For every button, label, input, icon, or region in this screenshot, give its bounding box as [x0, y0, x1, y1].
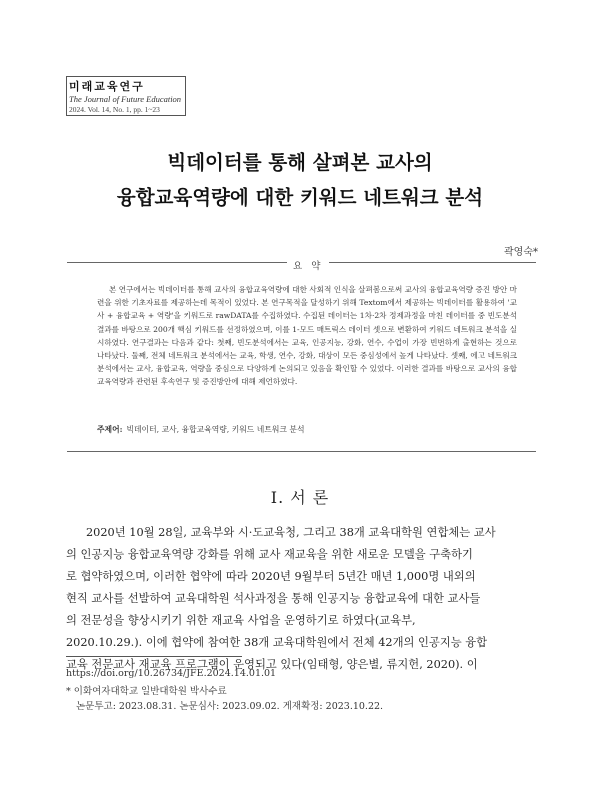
body-line: 로 협약하였으며, 이러한 협약에 따라 2020년 9월부터 5년간 매년 1,000명 내외의	[66, 570, 476, 583]
body-line: 교육 전문교사 재교육 프로그램이 운영되고 있다(임태형, 양은별, 류지헌, 2020). 이	[66, 658, 478, 671]
body-line: 의 전문성을 향상시키기 위한 재교육 사업을 운영하기로 하였다(교육부,	[66, 614, 416, 627]
journal-volume: 2024. Vol. 14, No. 1, pp. 1~23	[69, 105, 160, 114]
abstract-bottom-rule	[67, 451, 536, 452]
body-line: 2020.10.29.). 이에 협약에 참여한 38개 교육대학원에서 전체 42개의 인공지능 융합	[66, 636, 488, 649]
journal-english-name: The Journal of Future Education	[69, 94, 182, 104]
body-line: 의 인공지능 융합교육역량 강화를 위해 교사 재교육을 위한 새로운 모델을 구축하기	[66, 548, 473, 561]
keywords	[97, 424, 304, 435]
keywords-label: 주제어:	[97, 425, 123, 434]
submission-dates: 논문투고: 2023.08.31. 논문심사: 2023.09.02. 게재확정: 2023.10.22.	[76, 701, 384, 712]
footnote-rule	[66, 656, 242, 657]
author-name: 곽영숙*	[504, 247, 538, 258]
section-title: Ⅰ. 서 론	[270, 488, 330, 507]
abstract-heading: 요 약	[287, 258, 329, 272]
paper-title-line1: 빅데이터를 통해 살펴본 교사의	[167, 151, 433, 174]
doi-link[interactable]: https://doi.org/10.26734/JFE.2024.14.01.01	[66, 668, 277, 679]
journal-name: 미래교육연구	[69, 80, 145, 93]
keywords-value: 빅데이터, 교사, 융합교육역량, 키워드 네트워크 분석	[126, 425, 305, 434]
body-line: 현직 교사를 선발하여 교육대학원 석사과정을 통해 인공지능 융합교육에 대한 교사들	[66, 592, 481, 605]
body-line: 2020년 10월 28일, 교육부와 시·도교육청, 그리고 38개 교육대학원 연합체는 교사	[86, 526, 496, 539]
abstract-text: 본 연구에서는 빅데이터를 통해 교사의 융합교육역량에 대한 사회적 인식을 살펴봄으로써 교사의 융합교육역량 증진 방안 마련을 위한 기초자료를 제공하는데 목적이 있었다. 본 연구목적을 달성하기 위해 Textom에서 제공하는 빅데이터를 활용하여 '교사 + 융합교육 + 역량'을 키워드로 rawDATA를 수집하였다. 수집된 데이터는 1차·2차 정제과정을 마친 데이터를 중 빈도분석 결과를 바탕으로 200개 핵심 키워드를 선정하였으며, 이를 1-모드 매트릭스 데이터 셋으로 변환하여 키워드 네트워크 분석을 실시하였다. 연구결과는 다음과 같다: 첫째, 빈도분석에서는 교육, 인공지능, 강화, 연수, 수업이 가장 빈번하게 출현하는 것으로 나타났다. 둘째, 전체 네트워크 분석에서는 교육, 학생, 연수, 강화, 대상이 모든 중심성에서 높게 나타났다. 셋째, 에고 네트워크 분석에서는 교사, 융합교육, 역량을 중심으로 다양하게 논의되고 있음을 확인할 수 있었다. 이러한 결과를 바탕으로 교사의 융합교육역량과 관련된 후속연구 및 증진방안에 대해 제언하였다.	[97, 285, 517, 387]
paper-title-line2: 융합교육역량에 대한 키워드 네트워크 분석	[116, 186, 484, 209]
author-affiliation: * 이화여자대학교 일반대학원 박사수료	[66, 686, 227, 697]
